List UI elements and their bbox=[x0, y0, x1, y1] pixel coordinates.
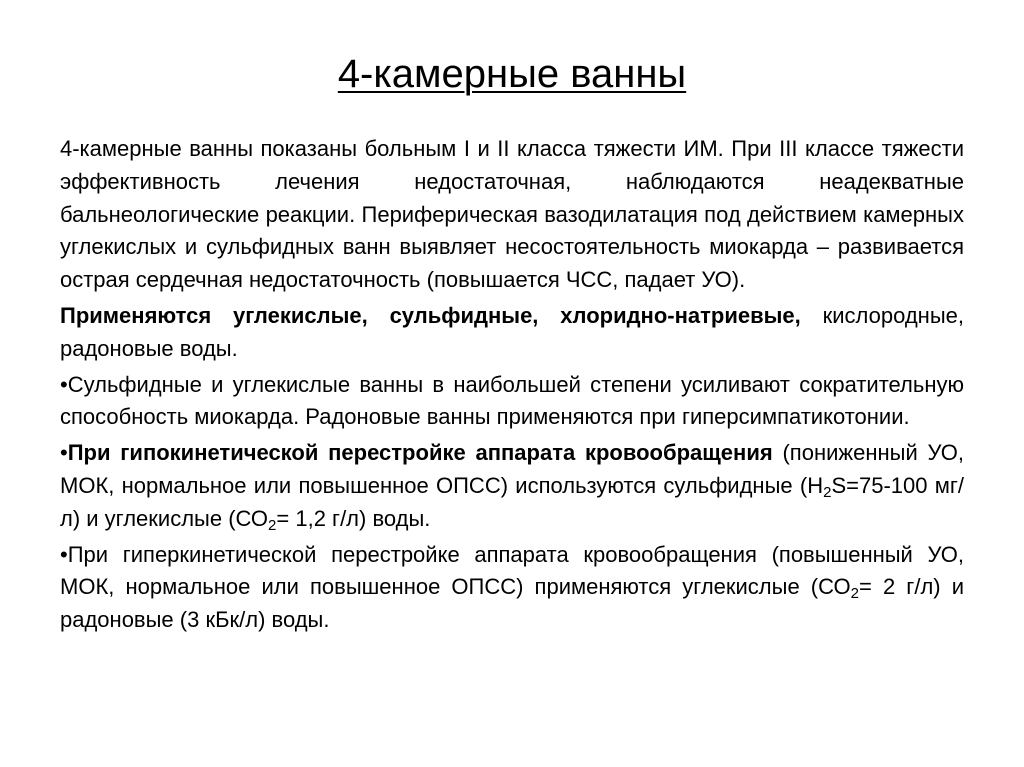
slide-body bbox=[60, 133, 964, 637]
waters-used-rest: кислородные, радоновые воды. bbox=[60, 302, 964, 361]
bullet-contractility: •Сульфидные и углекислые ванны в наибольшей степени усиливают сократительную способность миокарда. Радоновые ванны применяются при гиперсимпатикотонии. bbox=[60, 371, 964, 430]
bullet-hyperkinetic bbox=[60, 539, 964, 637]
hypokinetic-bullet: • bbox=[60, 440, 68, 466]
hypokinetic-bold: При гипокинетической перестройке аппарата кровообращения bbox=[67, 440, 773, 466]
bullet-hypokinetic bbox=[60, 437, 964, 535]
waters-used-bold: Применяются углекислые, сульфидные, хлоридно-натриевые, bbox=[60, 302, 801, 328]
paragraph-waters-used bbox=[60, 300, 964, 366]
hyperkinetic-text-1: •При гиперкинетической перестройке аппарата кровообращения (повышенный УО, МОК, нормальное или повышенное ОПСС) применяются углекислые (СО bbox=[60, 541, 964, 600]
slide-title bbox=[0, 48, 1024, 100]
hyperkinetic-sub-1: 2 bbox=[850, 585, 859, 603]
hypokinetic-text-3: = 1,2 г/л) воды. bbox=[276, 505, 431, 531]
slide-title-text: 4-камерные ванны bbox=[337, 52, 687, 96]
hypokinetic-text-1: (пониженный УО, МОК, нормальное или повышенное ОПСС) используются сульфидные (H bbox=[60, 440, 964, 498]
paragraph-indications: 4-камерные ванны показаны больным I и II класса тяжести ИМ. При III классе тяжести эффективность лечения недостаточная, наблюдаются неадекватные бальнеологические реакции. Периферическая вазодилатация под действием камерных углекислых и сульфидных ванн выявляет несостоятельность миокарда – развивается острая сердечная недостаточность (повышается ЧСС, падает УО). bbox=[60, 136, 964, 293]
hypokinetic-text-2: S=75-100 мг/л) и углекислые (СО bbox=[60, 472, 964, 531]
hypokinetic-sub-1: 2 bbox=[823, 483, 832, 501]
hypokinetic-sub-2: 2 bbox=[268, 516, 277, 534]
hyperkinetic-text-2: = 2 г/л) и радоновые (3 кБк/л) воды. bbox=[60, 574, 964, 633]
